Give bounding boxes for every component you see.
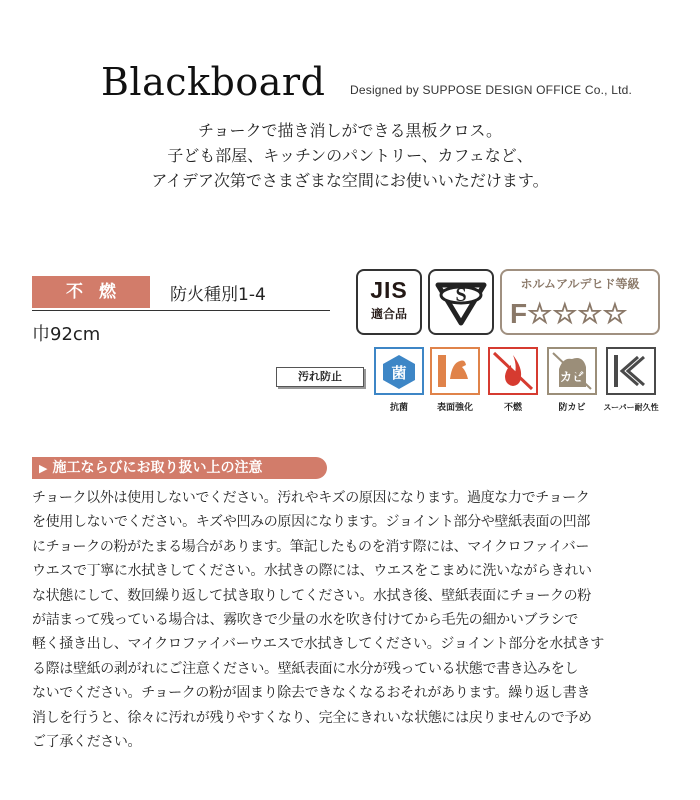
care-line: 軽く掻き出し、マイクロファイバーウエスで水拭きしてください。ジョイント部分を水拭きす (32, 636, 604, 653)
designer-credit: Designed by SUPPOSE DESIGN OFFICE Co., Ltd. (350, 83, 633, 97)
nonflammable-label: 不燃 (32, 276, 150, 308)
surface-strength-label: 表面強化 (436, 403, 473, 413)
spec-divider (32, 310, 330, 311)
care-line: 消しを行うと、徐々に汚れが残りやすくなり、完全にきれいな状態には戻りませんので予め (32, 709, 592, 726)
nonflammable-icon (488, 347, 538, 395)
fire-grade: 防火種別1-4 (170, 285, 266, 305)
product-title: Blackboard (101, 60, 326, 104)
s-mark-icon (430, 271, 492, 333)
intro-line: チョークで描き消しができる黒板クロス。 (197, 121, 502, 140)
stain-resistant-badge: 汚れ防止 (276, 367, 364, 387)
anti-mold-label: 防カビ (558, 403, 586, 413)
care-line: が詰まって残っている場合は、霧吹きで少量の水を吹き付けてから毛先の細かいブラシで (32, 612, 578, 629)
surface-strength-icon (430, 347, 480, 395)
care-heading-text: 施工ならびにお取り扱い上の注意 (52, 460, 263, 476)
care-line: ご了承ください。 (32, 734, 142, 751)
triangle-right-icon: ▶ (39, 462, 48, 475)
jis-title: JIS (370, 277, 408, 303)
intro-line: 子ども部屋、キッチンのパントリー、カフェなど、 (167, 146, 533, 165)
care-heading (32, 457, 327, 479)
care-line: チョーク以外は使用しないでください。汚れやキズの原因になります。過度な力でチョーク (32, 490, 590, 506)
care-line: る際は壁紙の剥がれにご注意ください。壁紙表面に水分が残っている状態で書き込みをし (32, 660, 578, 677)
svg-text:菌: 菌 (391, 364, 407, 382)
care-line: な状態にして、数回繰り返して拭き取りしてください。水拭き後、壁紙表面にチョークの粉 (32, 587, 591, 604)
antibacterial-label: 抗菌 (389, 403, 408, 413)
formaldehyde-title: ホルムアルデヒド等級 (520, 277, 640, 291)
care-line: ウエスで丁寧に水拭きしてください。水拭きの際には、ウエスをこまめに洗いながらきれい (32, 563, 592, 580)
nonflammable-feature-label: 不燃 (503, 403, 522, 413)
product-width: 巾92cm (32, 324, 101, 345)
formaldehyde-badge (500, 269, 660, 335)
super-durability-label: スーパー耐久性 (603, 403, 659, 412)
formaldehyde-rating: F☆☆☆☆ (510, 298, 628, 329)
jis-subtitle: 適合品 (370, 307, 407, 321)
super-durability-icon (606, 347, 656, 395)
svg-text:S: S (455, 284, 467, 306)
intro-line: アイデア次第でさまざまな空間にお使いいただけます。 (151, 171, 549, 190)
care-line: ないでください。チョークの粉が固まり除去できなくなるおそれがあります。繰り返し書き (32, 685, 591, 702)
s-mark-badge (428, 269, 494, 335)
anti-mold-icon (547, 347, 597, 395)
intro-text (0, 118, 700, 193)
care-line: にチョークの粉がたまる場合があります。筆記したものを消す際には、マイクロファイバー (32, 538, 589, 555)
svg-text:カビ: カビ (559, 370, 585, 384)
care-body (32, 486, 672, 754)
antibacterial-icon (374, 347, 424, 395)
jis-badge (356, 269, 422, 335)
care-line: を使用しないでください。キズや凹みの原因になります。ジョイント部分や壁紙表面の凹部 (32, 514, 590, 531)
